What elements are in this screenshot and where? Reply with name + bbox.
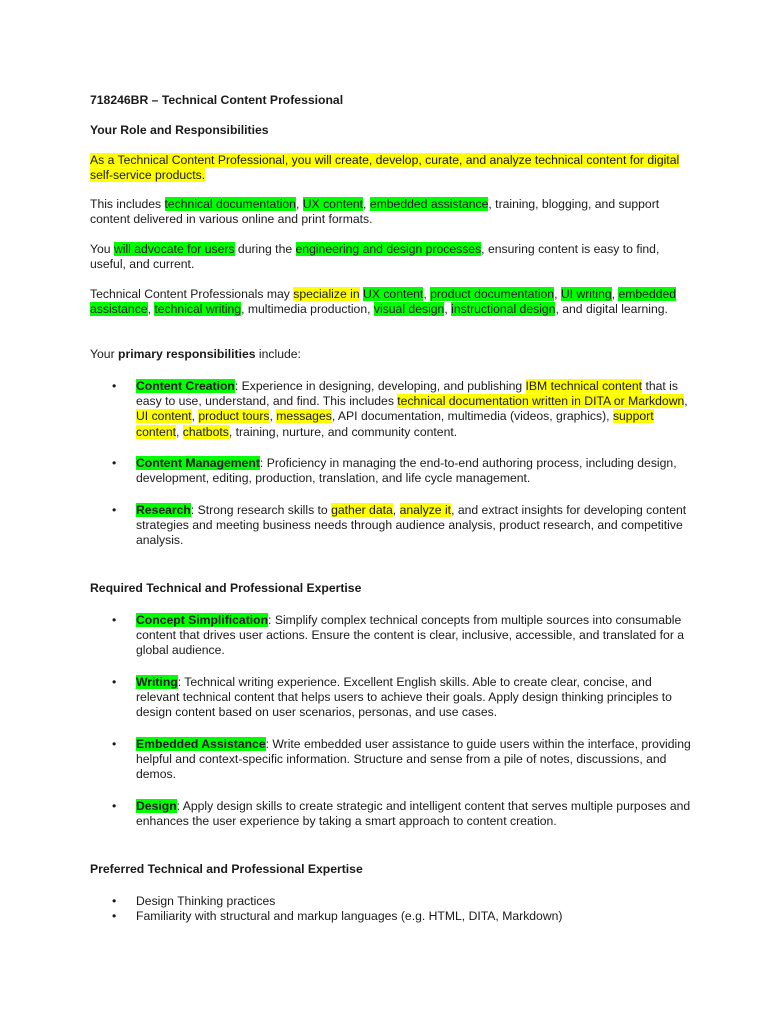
text-run: Familiarity with structural and markup languages (e.g. HTML, DITA, Markdown) [136, 909, 563, 923]
highlight-green-label: Embedded Assistance [136, 737, 266, 751]
text-run: , training, blogging, and support content delivered in various online and print formats. [90, 197, 660, 227]
text-run: , [611, 287, 619, 301]
highlight-green: UI writing [560, 287, 612, 301]
role-heading: Your Role and Responsibilities [90, 123, 269, 137]
advocate-paragraph [90, 242, 690, 272]
text-run: , ensuring content is easy to find, useful, and current. [90, 242, 660, 272]
highlight-yellow: support content [136, 409, 654, 439]
includes-paragraph [90, 197, 690, 227]
highlight-green: instructional design [451, 302, 556, 317]
text-run: : Strong research skills to [190, 503, 332, 517]
highlight-yellow: IBM technical content [525, 379, 643, 393]
text-run: , [363, 197, 370, 211]
highlight-yellow: UI content [136, 409, 192, 424]
bullet-icon: • [112, 503, 117, 517]
list-item [112, 675, 697, 721]
text-run: This includes [90, 197, 165, 211]
text-run: : Proficiency in managing the end-to-end authoring process, including design, development, editing, production, translation, and life cycle management. [136, 456, 677, 486]
text-run: , and extract insights for developing content strategies and meeting business needs through audience analysis, product research, and competitive analysis. [136, 503, 687, 548]
highlight-green-label: Content Creation [136, 379, 235, 393]
highlight-green: technical documentation [164, 197, 296, 211]
text-run: : Technical writing experience. Excellent English skills. Able to create clear, concise, and relevant technical content that helps users to achieve their goals. Apply design thinking principles to design content based on user scenarios, personas, and use cases. [136, 675, 672, 720]
highlight-green-label: Design [136, 799, 177, 813]
list-item [112, 503, 697, 549]
text-run: You [90, 242, 114, 256]
highlight-green: visual design [373, 302, 445, 317]
document-title: 718246BR – Technical Content Professional [90, 93, 344, 107]
text-run: , [175, 424, 183, 439]
text-run: , [444, 302, 452, 317]
highlight-green-label: Concept Simplification [136, 613, 269, 627]
text-run: , and digital learning. [555, 302, 668, 317]
bullet-icon: • [112, 737, 117, 751]
highlight-yellow: product tours [198, 409, 270, 424]
highlight-green: will advocate for users [113, 242, 235, 256]
text-run: , [295, 197, 303, 211]
highlight-yellow: chatbots [182, 424, 229, 439]
intro-paragraph [90, 153, 690, 183]
list-item [112, 456, 697, 486]
highlight-green-label: Content Management [136, 456, 260, 470]
bullet-icon: • [112, 894, 117, 908]
text-run: , training, nurture, and community content. [228, 424, 458, 439]
highlight-green: embedded assistance [369, 197, 489, 211]
text-run: : Apply design skills to create strategic and intelligent content that serves multiple purposes and enhances the user experience by taking a smart approach to content creation. [136, 799, 691, 829]
list-item [112, 909, 697, 924]
text-run: , [423, 287, 431, 301]
text-run: , [684, 394, 688, 409]
bullet-icon: • [112, 675, 117, 689]
text-run: , [392, 503, 400, 517]
text-run: Technical Content Professionals may [90, 287, 294, 301]
text-run: : Write embedded user assistance to guide users within the interface, providing helpful and context-specific information. Structure and sense from a pile of notes, discussions, and demos. [136, 737, 691, 782]
text-run: , [191, 409, 199, 424]
preferred-expertise-heading: Preferred Technical and Professional Expertise [90, 862, 363, 876]
text-run: during the [234, 242, 296, 256]
text-run: : Simplify complex technical concepts from multiple sources into consumable content that drives user actions. Ensure the content is clear, inclusive, accessible, and translated for a global audience. [136, 613, 685, 658]
text-run: , API documentation, multimedia (videos, graphics), [331, 409, 613, 424]
list-item [112, 737, 697, 783]
text-run: Your [90, 347, 119, 361]
bullet-icon: • [112, 613, 117, 627]
highlight-green: UX content [302, 197, 364, 211]
list-item [112, 613, 697, 659]
list-item [112, 379, 697, 440]
highlight-green-label: Writing [136, 675, 178, 689]
bullet-icon: • [112, 799, 117, 813]
highlight-green: embedded assistance [90, 287, 677, 317]
highlight-yellow: specialize in [293, 287, 360, 301]
specialize-paragraph [90, 287, 690, 317]
highlight-green: product documentation [430, 287, 555, 301]
text-run: include: [255, 347, 301, 361]
highlight-green: UX content [363, 287, 424, 301]
text-run: : Experience in designing, developing, and publishing [234, 379, 526, 393]
required-expertise-heading: Required Technical and Professional Expertise [90, 581, 362, 595]
list-item [112, 799, 697, 829]
text-run: Design Thinking practices [136, 894, 276, 908]
highlight-yellow: As a Technical Content Professional, you will create, develop, curate, and analyze technical content for digital self-service products. [90, 153, 680, 183]
text-run: that is easy to use, understand, and find. This includes [136, 379, 678, 409]
highlight-green: engineering and design processes [295, 242, 482, 256]
text-run: , [554, 287, 561, 301]
text-run: , [147, 302, 155, 317]
primary-responsibilities-intro [90, 347, 690, 362]
text-run: , multimedia production, [241, 302, 374, 317]
highlight-yellow: messages [276, 409, 332, 424]
bold-text: primary responsibilities [118, 347, 256, 361]
bullet-icon: • [112, 456, 117, 470]
highlight-green-label: Research [136, 503, 191, 517]
bullet-icon: • [112, 379, 117, 393]
highlight-yellow: analyze it [399, 503, 452, 517]
bullet-icon: • [112, 909, 117, 923]
highlight-yellow: technical documentation written in DITA or Markdown [397, 394, 685, 409]
text-run: , [269, 409, 277, 424]
list-item [112, 894, 697, 909]
highlight-green: technical writing [154, 302, 242, 317]
highlight-yellow: gather data [331, 503, 393, 517]
